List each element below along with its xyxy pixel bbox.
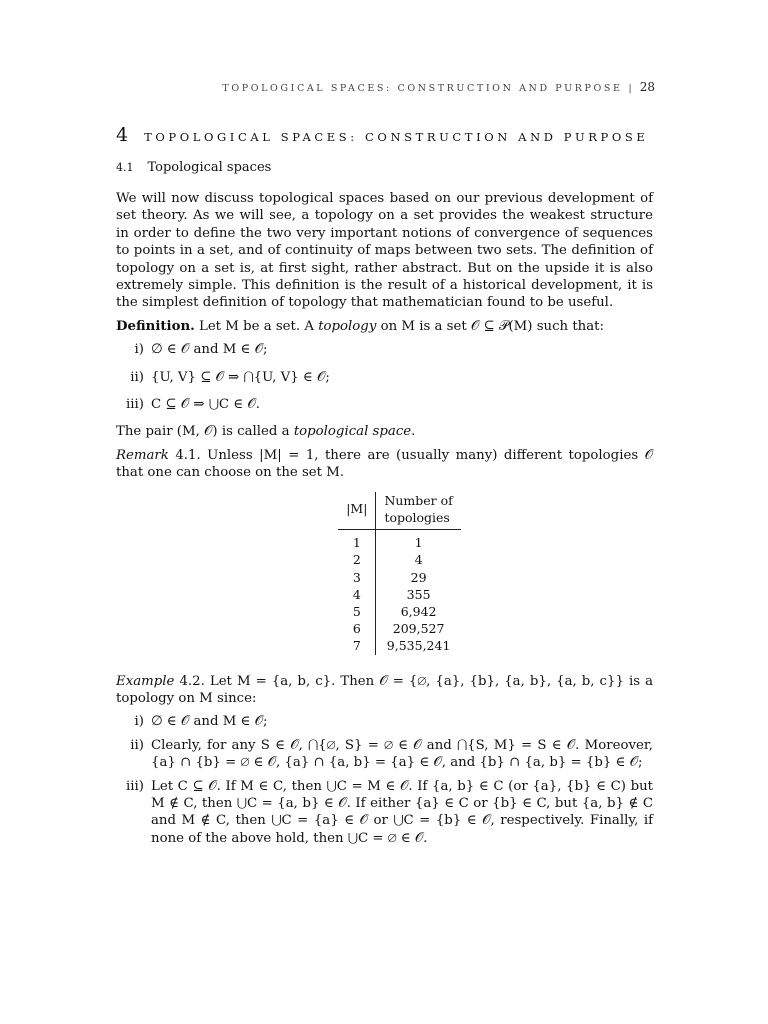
remark-label: Remark <box>116 447 169 463</box>
example-number: 4.2. <box>179 673 205 689</box>
table-row <box>338 620 461 637</box>
list-marker: ii) <box>130 737 144 753</box>
table-cell-count: 29 <box>410 569 427 585</box>
definition-post: on M is a set 𝒪 ⊆ 𝒫(M) such that: <box>380 318 604 334</box>
running-title: TOPOLOGICAL SPACES: CONSTRUCTION AND PURPOSE <box>222 83 623 94</box>
pair-paragraph <box>116 423 653 440</box>
pair-pre: The pair (M, 𝒪) is called a <box>116 424 290 440</box>
table-cell-size: 2 <box>338 551 376 568</box>
section-heading <box>116 160 271 175</box>
running-head <box>222 80 655 94</box>
chapter-heading <box>116 124 648 146</box>
intro-paragraph: We will now discuss topological spaces based on our previous development of set theory. As we will see, a topology on a set provides the weakest structure in order to define the two very important notions of convergence of sequences to points in a set, and of continuity of maps between two sets. The definition of topology on a set is, at first sight, rather abstract. But on the upside it is also extremely simple. This definition is the result of a historical development, it is the simplest definition of topology that mathematician found to be useful. <box>116 191 653 311</box>
table-cell-size: 7 <box>338 637 376 654</box>
list-text: ∅ ∈ 𝒪 and M ∈ 𝒪; <box>151 714 268 730</box>
running-head-separator: | <box>628 83 632 94</box>
list-text: Let C ⊆ 𝒪. If M ∈ C, then ⋃C = M ∈ 𝒪. If {a, b} ∈ C (or {a}, {b} ∈ C) but M ∉ C, then ⋃C = {a, b} ∈ 𝒪. If either {a} ∈ C or {b} ∈ C, but {a, b} ∉ C and M ∉ C, then ⋃C = {a} ∈ 𝒪 or ⋃C = {b} ∈ 𝒪, respectively. Finally, if none of the above hold, then ⋃C = ∅ ∈ 𝒪. <box>151 778 653 846</box>
table-header-size: |M| <box>338 492 376 530</box>
table-row <box>338 530 461 552</box>
definition-pre: Let M be a set. A <box>198 318 314 334</box>
table-cell-count: 6,942 <box>400 603 437 619</box>
table-header-count-line2: topologies <box>384 509 450 525</box>
chapter-number: 4 <box>116 124 129 146</box>
remark-number: 4.1. <box>175 447 201 463</box>
list-marker: iii) <box>126 778 144 794</box>
pair-term: topological space <box>293 424 412 440</box>
list-text: C ⊆ 𝒪 ⇒ ⋃C ∈ 𝒪. <box>151 397 260 413</box>
section-title: Topological spaces <box>147 160 272 175</box>
pair-post: . <box>411 424 416 440</box>
table-row <box>338 586 461 603</box>
table-header-count-line1: Number of <box>384 492 453 508</box>
table-header-row <box>338 492 461 530</box>
page-number: 28 <box>639 80 655 94</box>
section-number: 4.1 <box>116 161 134 174</box>
list-marker: i) <box>134 342 144 358</box>
table-cell-count: 9,535,241 <box>386 638 451 654</box>
table-row <box>338 603 461 620</box>
table-cell-size: 1 <box>338 530 376 552</box>
table-cell-count: 209,527 <box>392 621 445 637</box>
definition-paragraph <box>116 318 653 335</box>
list-marker: ii) <box>130 369 144 385</box>
table-cell-count: 355 <box>406 586 431 602</box>
list-marker: i) <box>134 714 144 730</box>
body-text <box>116 190 653 853</box>
example-label: Example <box>116 673 175 689</box>
table-row <box>338 569 461 586</box>
topology-count-table <box>338 492 461 655</box>
list-text: ∅ ∈ 𝒪 and M ∈ 𝒪; <box>151 342 268 358</box>
example-text: Let M = {a, b, c}. Then 𝒪 = {∅, {a}, {b}, {a, b}, {a, b, c}} is a topology on M since: <box>116 673 653 706</box>
definition-term: topology <box>318 318 377 334</box>
list-item <box>116 778 653 848</box>
table-cell-count: 1 <box>414 535 423 551</box>
table-row <box>338 637 461 654</box>
list-item <box>116 341 653 358</box>
table-cell-count: 4 <box>414 552 423 568</box>
definition-label: Definition. <box>116 318 195 334</box>
list-marker: iii) <box>126 397 144 413</box>
list-item <box>116 737 653 772</box>
list-text: Clearly, for any S ∈ 𝒪, ⋂{∅, S} = ∅ ∈ 𝒪 and ⋂{S, M} = S ∈ 𝒪. Moreover, {a} ∩ {b} = ∅ ∈ 𝒪, {a} ∩ {a, b} = {a} ∈ 𝒪, and {b} ∩ {a, b} = {b} ∈ 𝒪; <box>151 737 653 771</box>
table-row <box>338 551 461 568</box>
table-cell-size: 6 <box>338 620 376 637</box>
list-item <box>116 396 653 413</box>
example-paragraph <box>116 673 653 708</box>
table-cell-size: 4 <box>338 586 376 603</box>
table-header-count <box>376 492 461 530</box>
remark-paragraph <box>116 447 653 482</box>
example-list <box>116 713 653 847</box>
list-item <box>116 713 653 730</box>
chapter-title: TOPOLOGICAL SPACES: CONSTRUCTION AND PURPOSE <box>144 130 649 144</box>
list-item <box>116 369 653 386</box>
table-cell-size: 3 <box>338 569 376 586</box>
remark-text: Unless |M| = 1, there are (usually many) different topologies 𝒪 that one can choose on the set M. <box>116 447 653 481</box>
list-text: {U, V} ⊆ 𝒪 ⇒ ⋂{U, V} ∈ 𝒪; <box>151 369 330 385</box>
table-cell-size: 5 <box>338 603 376 620</box>
definition-list <box>116 341 653 413</box>
